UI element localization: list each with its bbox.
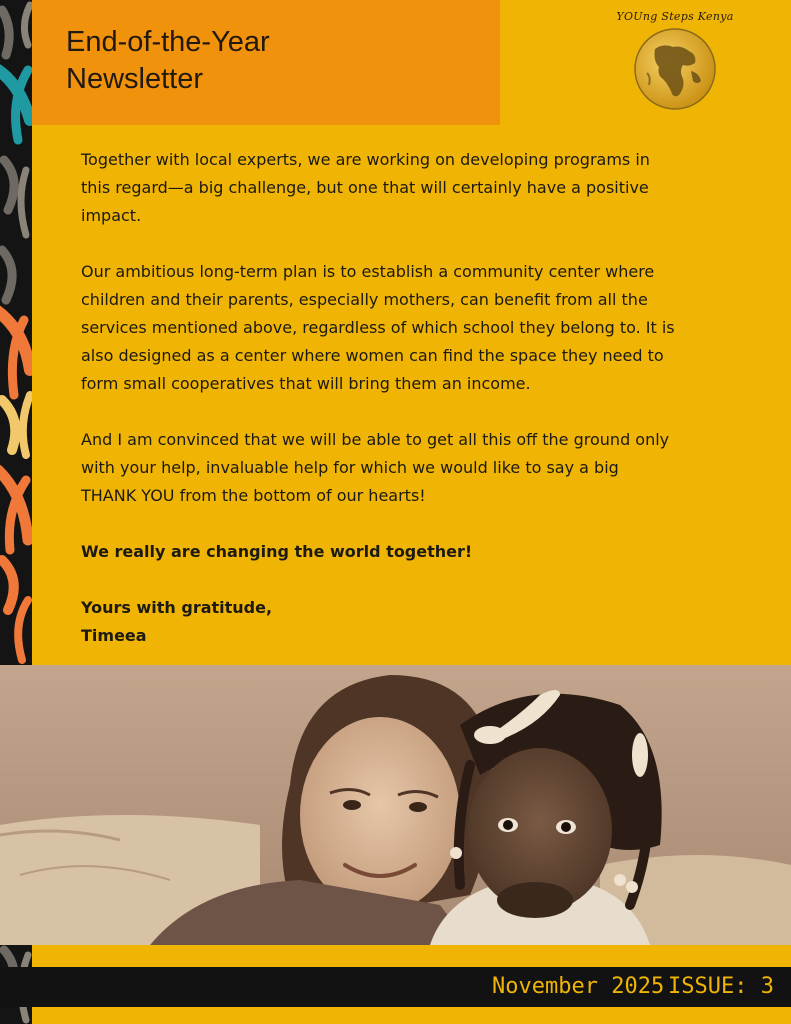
- text-line: this regard—a big challenge, but one that will certainly have a positive: [81, 178, 649, 197]
- photo-illustration: [0, 665, 791, 945]
- text-line: form small cooperatives that will bring them an income.: [81, 374, 531, 393]
- newsletter-title-box: [32, 0, 500, 125]
- closing-line: Yours with gratitude,: [81, 598, 273, 617]
- letter-body: [81, 146, 721, 650]
- text-line: services mentioned above, regardless of which school they belong to. It is: [81, 318, 675, 337]
- photo-woman-and-child: [0, 665, 791, 945]
- text-line: And I am convinced that we will be able to get all this off the ground only: [81, 430, 670, 449]
- brand-logo: [600, 10, 750, 122]
- text-line: children and their parents, especially mothers, can benefit from all the: [81, 290, 648, 309]
- signature: Timeea: [81, 626, 147, 645]
- page-title-line-1: End-of-the-Year: [66, 26, 270, 58]
- footer-bar: [0, 967, 791, 1007]
- page-title-line-2: Newsletter: [66, 63, 203, 95]
- paragraph-programs: [81, 146, 721, 230]
- decorative-side-strip: [0, 0, 32, 665]
- issue-number: ISSUE: 3: [668, 974, 774, 999]
- strip-pattern: [0, 0, 32, 665]
- paragraph-thank-you: [81, 426, 721, 510]
- signoff: [81, 594, 721, 650]
- issue-date: November 2025: [492, 974, 665, 999]
- text-line: Our ambitious long-term plan is to establish a community center where: [81, 262, 655, 281]
- text-line: impact.: [81, 206, 142, 225]
- globe-icon: [633, 27, 717, 111]
- brand-name: YOUng Steps Kenya: [616, 10, 734, 23]
- text-line: Together with local experts, we are working on developing programs in: [81, 150, 650, 169]
- text-line: also designed as a center where women can find the space they need to: [81, 346, 664, 365]
- paragraph-community-center: [81, 258, 721, 398]
- text-line: with your help, invaluable help for which we would like to say a big: [81, 458, 619, 477]
- highlight-statement: We really are changing the world together!: [81, 542, 473, 561]
- text-line: THANK YOU from the bottom of our hearts!: [81, 486, 426, 505]
